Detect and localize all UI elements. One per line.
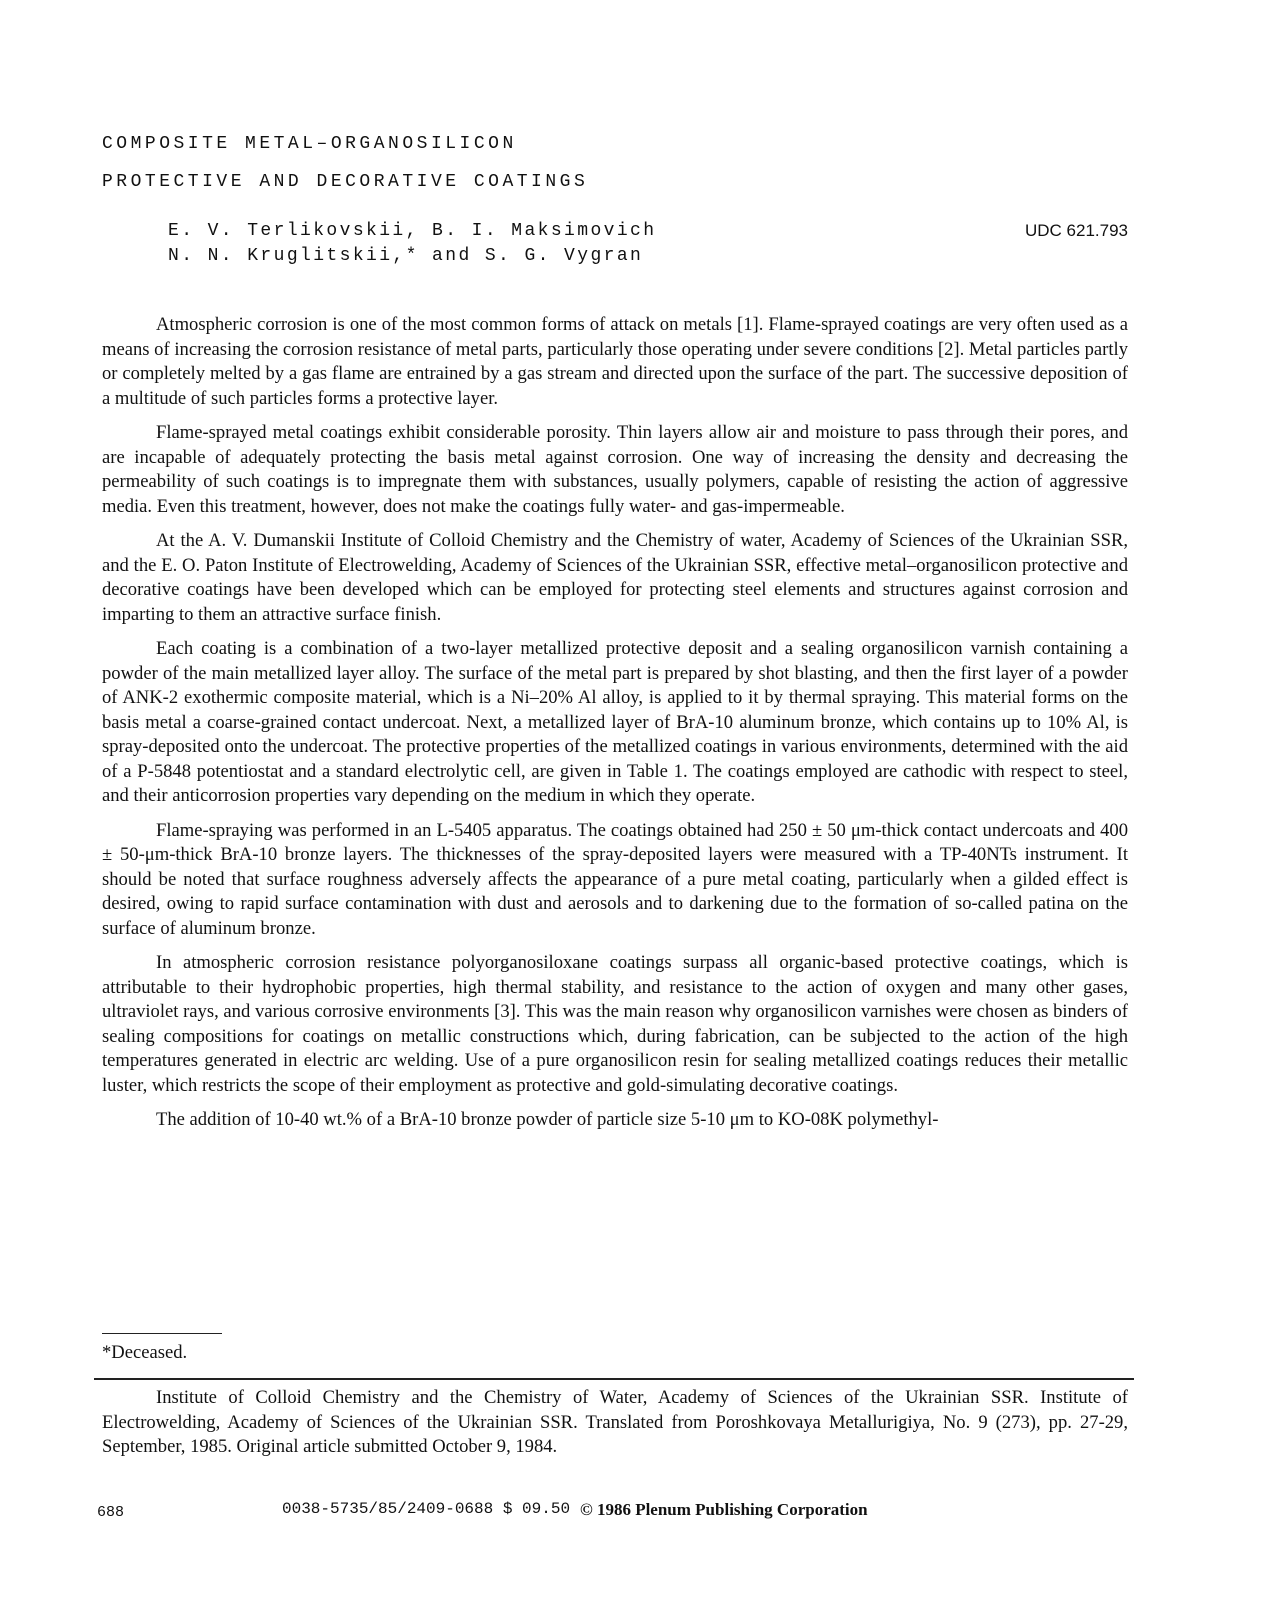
- paragraph-3: At the A. V. Dumanskii Institute of Colloid Chemistry and the Chemistry of water, Academy of Sciences of the Ukrainian SSR, and the E. O. Paton Institute of Electrowelding, Academy of Sciences of the Ukrainian SSR, effective metal–organosilicon protective and decorative coatings have been developed which can be employed for protecting steel elements and structures against corrosion and imparting to them an attractive surface finish.: [102, 530, 1128, 625]
- article-body: [102, 313, 1128, 1143]
- article-code: 0038-5735/85/2409-0688 $ 09.50: [282, 1500, 571, 1518]
- paragraph-1: Atmospheric corrosion is one of the most common forms of attack on metals [1]. Flame-sprayed coatings are very often used as a means of increasing the corrosion resistance of metal parts, particularly those operating under severe conditions [2]. Metal particles partly or completely melted by a gas flame are entrained by a gas stream and directed upon the surface of the part. The successive deposition of a multitude of such particles forms a protective layer.: [102, 314, 1128, 409]
- page-footer: [0, 1500, 1261, 1530]
- paragraph-2: Flame-sprayed metal coatings exhibit considerable porosity. Thin layers allow air and moisture to pass through their pores, and are incapable of adequately protecting the basis metal against corrosion. One way of increasing the density and decreasing the permeability of such coatings is to impregnate them with substances, usually polymers, capable of resisting the action of aggressive media. Even this treatment, however, does not make the coatings fully water- and gas-impermeable.: [102, 422, 1128, 517]
- copyright-notice: © 1986 Plenum Publishing Corporation: [580, 1500, 868, 1519]
- paragraph-7: The addition of 10-40 wt.% of a BrA-10 bronze powder of particle size 5-10 μm to KO-08K polymethyl-: [156, 1109, 939, 1130]
- authors: [168, 219, 656, 269]
- footnote-rule: [102, 1333, 222, 1334]
- article-title-line-2: PROTECTIVE AND DECORATIVE COATINGS: [102, 172, 589, 192]
- udc-code: UDC 621.793: [1024, 221, 1128, 240]
- affiliation-note: Institute of Colloid Chemistry and the Chemistry of Water, Academy of Sciences of the Ukrainian SSR. Institute of Electrowelding, Academy of Sciences of the Ukrainian SSR. Translated from Poroshkovaya Metallurigiya, No. 9 (273), pp. 27-29, September, 1985. Original article submitted October 9, 1984.: [102, 1387, 1128, 1457]
- paragraph-5: Flame-spraying was performed in an L-5405 apparatus. The coatings obtained had 250 ± 50 μm-thick contact undercoats and 400 ± 50-μm-thick BrA-10 bronze layers. The thicknesses of the spray-deposited layers were measured with a TP-40NTs instrument. It should be noted that surface roughness adversely affects the appearance of a pure metal coating, particularly when a gilded effect is desired, owing to rapid surface contamination with dust and aerosols and to darkening due to the formation of so-called patina on the surface of aluminum bronze.: [102, 819, 1128, 939]
- affiliation-divider: [94, 1378, 1134, 1380]
- authors-line-2: N. N. Kruglitskii,* and S. G. Vygran: [168, 246, 644, 266]
- paragraph-6: In atmospheric corrosion resistance polyorganosiloxane coatings surpass all organic-based protective coatings, which is attributable to their hydrophobic properties, high thermal stability, and resistance to the action of oxygen and many other gases, ultraviolet rays, and various corrosive environments [3]. This was the main reason why organosilicon varnishes were chosen as binders of sealing compositions for coatings on metallic constructions which, during fabrication, can be subjected to the action of the high temperatures generated in electric arc welding. Use of a pure organosilicon resin for sealing metallized coatings reduces their metallic luster, which restricts the scope of their employment as protective and gold-simulating decorative coatings.: [102, 952, 1128, 1096]
- paragraph-4: Each coating is a combination of a two-layer metallized protective deposit and a sealing organosilicon varnish containing a powder of the main metallized layer alloy. The surface of the metal part is prepared by shot blasting, and then the first layer of a powder of ANK-2 exothermic composite material, which is a Ni–20% Al alloy, is applied to it by thermal spraying. This material forms on the basis metal a coarse-grained contact undercoat. Next, a metallized layer of BrA-10 aluminum bronze, which contains up to 10% Al, is spray-deposited onto the undercoat. The protective properties of the metallized coatings in various environments, determined with the aid of a P-5848 potentiostat and a standard electrolytic cell, are given in Table 1. The coatings employed are cathodic with respect to steel, and their anticorrosion properties vary depending on the medium in which they operate.: [102, 638, 1128, 806]
- authors-line-1: E. V. Terlikovskii, B. I. Maksimovich: [168, 221, 657, 241]
- footnote: *Deceased.: [102, 1342, 188, 1363]
- article-title-line-1: COMPOSITE METAL–ORGANOSILICON: [102, 134, 517, 154]
- page-number: 688: [97, 1504, 125, 1521]
